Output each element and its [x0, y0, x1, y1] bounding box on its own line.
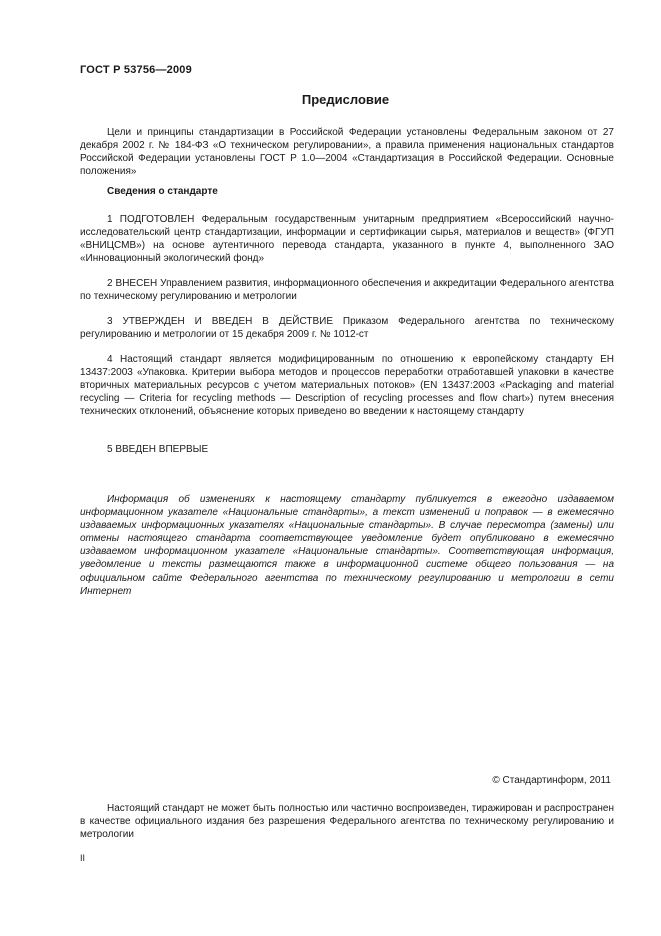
- info-item-3: 3 УТВЕРЖДЕН И ВВЕДЕН В ДЕЙСТВИЕ Приказом Федерального агентства по техническому регулированию и метрологии от 15 декабря 2009 г. № 1012-ст: [80, 316, 614, 341]
- page-title: Предисловие: [301, 92, 390, 107]
- copyright-line: © Стандартинформ, 2011: [492, 775, 611, 786]
- page-number: II: [80, 853, 86, 863]
- info-item-2: 2 ВНЕСЕН Управлением развития, информационного обеспечения и аккредитации Федерального агентства по техническому регулированию и метрологии: [80, 278, 614, 303]
- info-item-1: 1 ПОДГОТОВЛЕН Федеральным государственным унитарным предприятием «Всероссийский научно-исследовательский центр стандартизации, информации и сертификации сырья, материалов и веществ» (ФГУП «ВНИЦСМВ») на основе аутентичного перевода стандарта, указанного в пункте 4, выполненного ЗАО «Инновационный экологический фонд»: [80, 214, 614, 265]
- section-heading: Сведения о стандарте: [107, 186, 218, 197]
- info-item-4: 4 Настоящий стандарт является модифицированным по отношению к европейскому стандарту ЕН 13437:2003 «Упаковка. Критерии выбора методов и процессов переработки отработавшей упаковки в качестве вторичных материальных ресурсов с учетом материальных потоков» (EN 13437:2003 «Packaging and material recycling — Criteria for recycling methods — Description of recycling processes and flow chart») путем внесения технических отклонений, объяснение которых приведено во введении к настоящему стандарту: [80, 354, 614, 418]
- info-item-5: 5 ВВЕДЕН ВПЕРВЫЕ: [107, 444, 209, 455]
- notice-paragraph: Информация об изменениях к настоящему стандарту публикуется в ежегодно издаваемом информационном указателе «Национальные стандарты», а текст изменений и поправок — в ежемесячно издаваемых информационных указателях «Национальные стандарты». В случае пересмотра (замены) или отмены настоящего стандарта соответствующее уведомление будет опубликовано в ежемесячно издаваемом информационном указателе «Национальные стандарты». Соответствующая информация, уведомление и тексты размещаются также в информационной системе общего пользования — на официальном сайте Федерального агентства по техническому регулированию и метрологии в сети Интернет: [80, 494, 614, 597]
- document-code: ГОСТ Р 53756—2009: [80, 64, 192, 76]
- reproduction-notice: Настоящий стандарт не может быть полностью или частично воспроизведен, тиражирован и распространен в качестве официального издания без разрешения Федерального агентства по техническому регулированию и метрологии: [80, 803, 614, 841]
- intro-paragraph: Цели и принципы стандартизации в Российской Федерации установлены Федеральным законом от 27 декабря 2002 г. № 184-ФЗ «О техническом регулировании», а правила применения национальных стандартов Российской Федерации установлены ГОСТ Р 1.0—2004 «Стандартизация в Российской Федерации. Основные положения»: [80, 127, 614, 178]
